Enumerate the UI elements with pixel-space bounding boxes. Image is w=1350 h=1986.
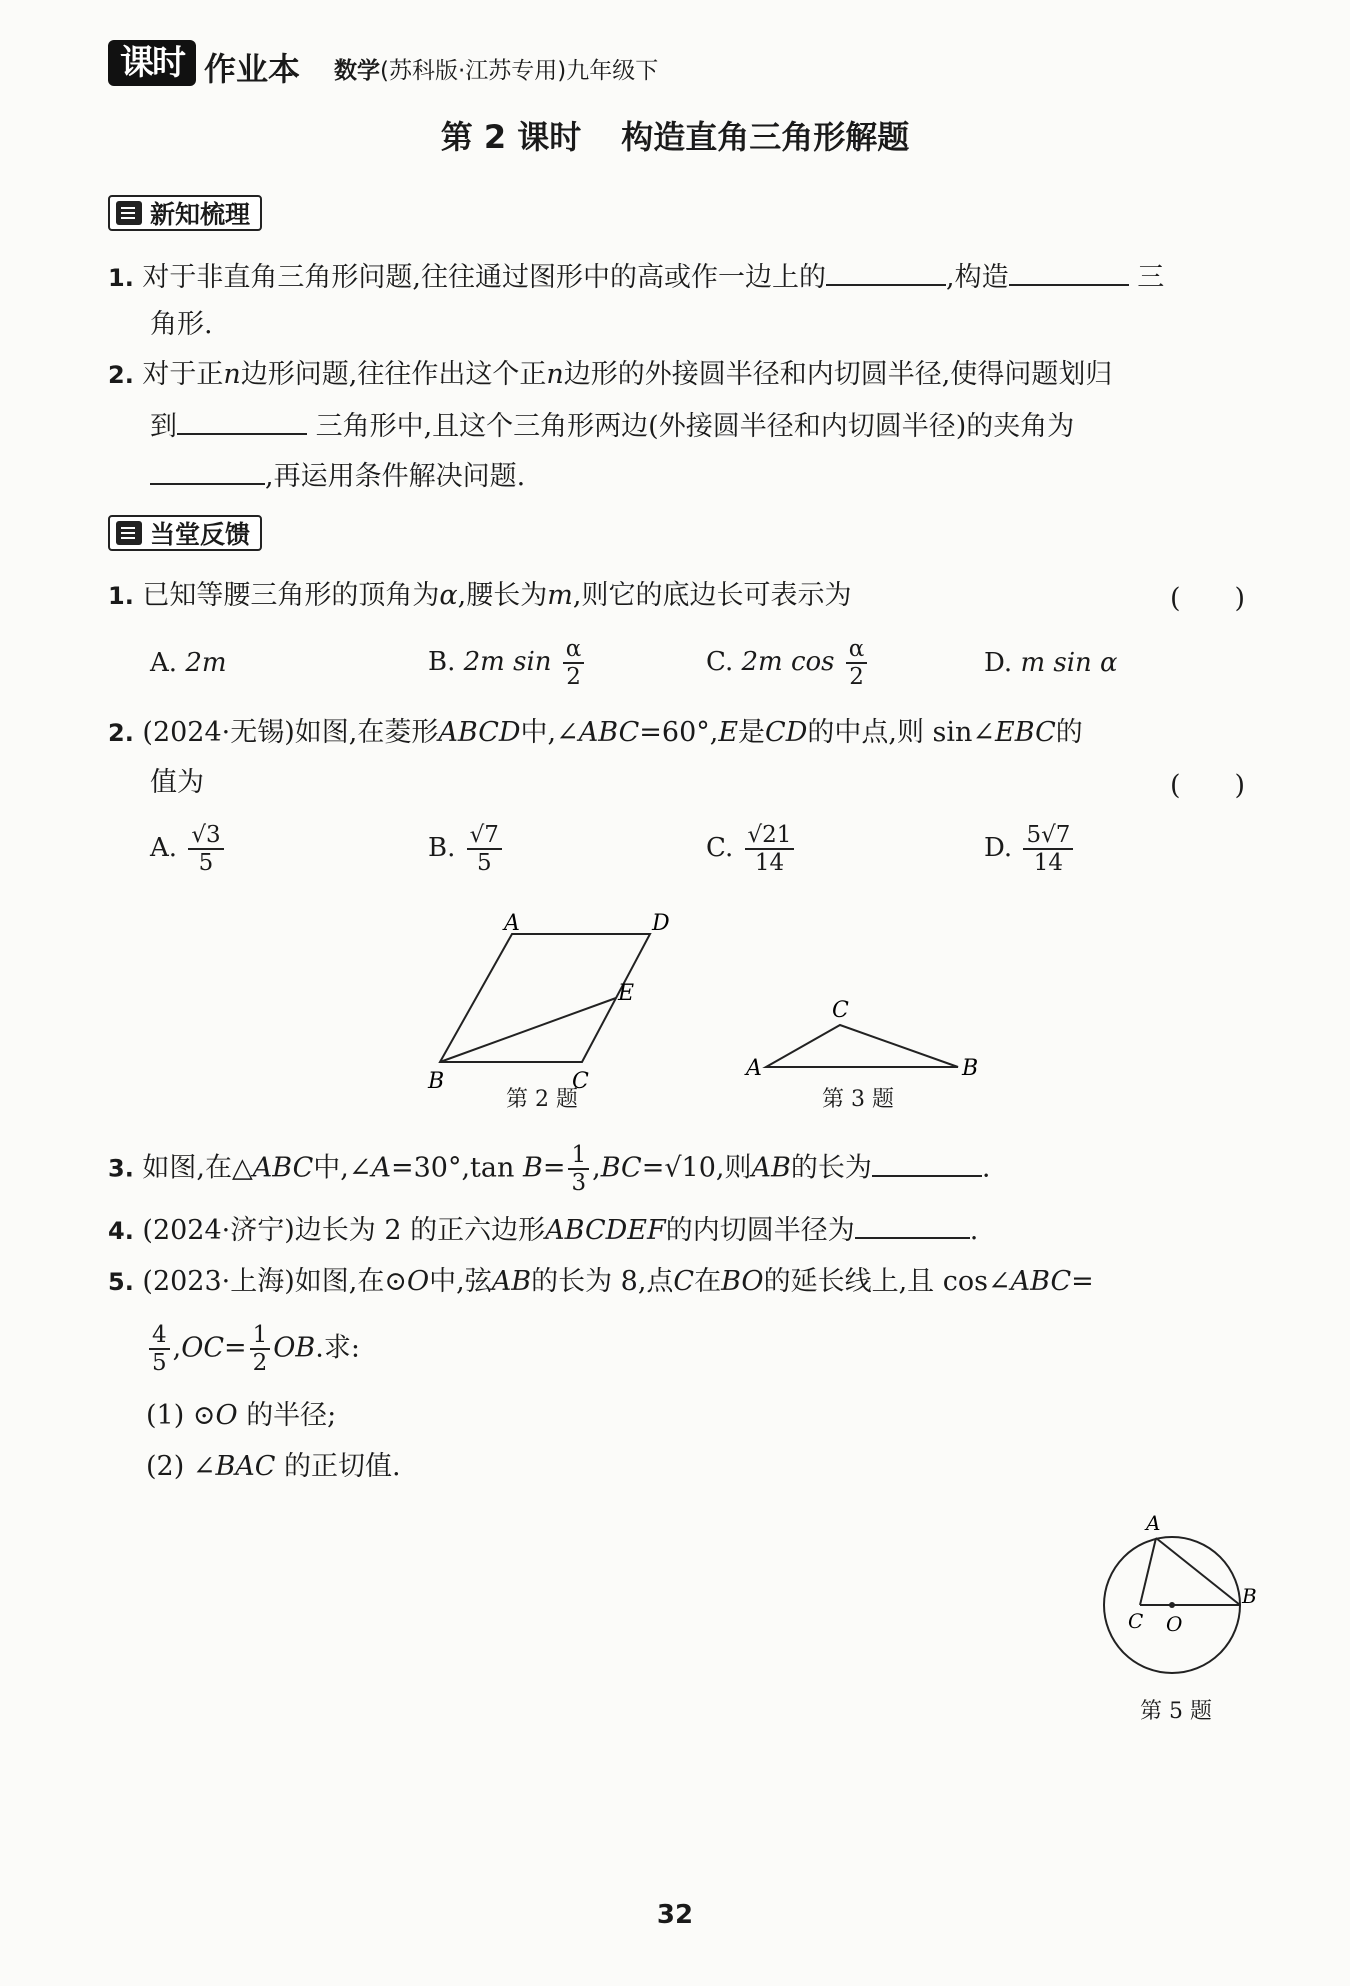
fraction bbox=[188, 822, 223, 876]
var: CD bbox=[765, 717, 808, 748]
var: ABCDEF bbox=[545, 1215, 666, 1246]
figure-caption: 第 5 题 bbox=[1140, 1699, 1212, 1724]
denominator: 5 bbox=[152, 1350, 167, 1376]
numerator: √3 bbox=[188, 822, 223, 850]
s2-q5-sub1 bbox=[146, 1396, 336, 1436]
text: 到 bbox=[150, 411, 177, 442]
var: BAC bbox=[215, 1451, 276, 1482]
denominator: 5 bbox=[198, 850, 214, 876]
figure-rhombus bbox=[420, 910, 690, 1110]
lesson-topic: 构造直角三角形解题 bbox=[621, 118, 910, 156]
text: (1) ⊙ bbox=[146, 1400, 216, 1431]
text: 中,∠ bbox=[520, 717, 579, 748]
var: BC bbox=[600, 1152, 642, 1184]
option-expr: m sin α bbox=[1020, 648, 1118, 678]
option-a[interactable] bbox=[150, 648, 227, 678]
source: (2024·无锡) bbox=[142, 717, 295, 748]
option-label: A. bbox=[150, 833, 178, 863]
option-expr: 2m bbox=[185, 648, 227, 678]
text: . bbox=[981, 1152, 991, 1184]
denominator: 5 bbox=[476, 850, 492, 876]
var: B bbox=[523, 1152, 543, 1184]
denominator: 2 bbox=[849, 664, 864, 690]
option-label: C. bbox=[706, 647, 734, 677]
numerator: √21 bbox=[745, 822, 795, 850]
numerator: 4 bbox=[149, 1322, 170, 1350]
text: ,则它的底边长可表示为 bbox=[572, 580, 852, 611]
label-b: B bbox=[428, 1069, 445, 1094]
var: n bbox=[223, 359, 241, 390]
segment-ac bbox=[1140, 1538, 1156, 1605]
var: ABCD bbox=[438, 717, 521, 748]
denominator: 14 bbox=[1033, 850, 1064, 876]
var: ABC bbox=[252, 1152, 314, 1184]
denominator: 2 bbox=[566, 664, 581, 690]
var: BO bbox=[721, 1266, 764, 1297]
label-d: D bbox=[652, 911, 670, 936]
numerator: 1 bbox=[250, 1322, 271, 1350]
page-number: 32 bbox=[656, 1900, 694, 1930]
fraction bbox=[745, 822, 795, 876]
section-header-feedback bbox=[108, 515, 262, 551]
var: EBC bbox=[995, 717, 1056, 748]
s2-q5-line2 bbox=[146, 1322, 360, 1376]
text: =60°, bbox=[639, 717, 719, 748]
answer-blank[interactable] bbox=[177, 405, 307, 435]
text: 的长为 8,点 bbox=[531, 1266, 674, 1297]
text: 中,∠ bbox=[313, 1152, 372, 1184]
text: =30°,tan bbox=[391, 1152, 515, 1184]
var: α bbox=[439, 580, 458, 611]
var: ABC bbox=[1010, 1266, 1072, 1297]
segment-ab bbox=[1156, 1538, 1240, 1605]
var: A bbox=[371, 1152, 391, 1184]
text: = bbox=[224, 1332, 247, 1364]
section-header-knowledge bbox=[108, 195, 262, 231]
answer-blank[interactable] bbox=[1009, 256, 1129, 286]
brand-logo-box: 课时 bbox=[108, 40, 196, 86]
brand-name: 作业本 bbox=[204, 50, 301, 88]
lesson-title bbox=[0, 112, 1350, 158]
label-a: A bbox=[746, 1056, 762, 1081]
text: = bbox=[1071, 1266, 1094, 1297]
subject-edition bbox=[334, 52, 658, 85]
option-expr: 2m cos bbox=[741, 647, 835, 677]
figure-caption: 第 3 题 bbox=[822, 1087, 894, 1112]
denominator: 2 bbox=[252, 1350, 268, 1376]
s2-q2-line2 bbox=[150, 763, 204, 803]
text: 三 bbox=[1137, 262, 1165, 293]
text: 的延长线上,且 cos∠ bbox=[763, 1266, 1011, 1297]
figure-caption: 第 2 题 bbox=[506, 1087, 578, 1112]
text: 的内切圆半径为 bbox=[665, 1215, 855, 1246]
var: n bbox=[546, 359, 564, 390]
s1-q2-line1 bbox=[108, 355, 1112, 395]
label-c: C bbox=[1128, 1609, 1144, 1633]
denominator: 3 bbox=[571, 1170, 587, 1196]
subject: 数学 bbox=[334, 58, 380, 84]
s2-q5-sub2 bbox=[146, 1447, 401, 1487]
numerator: α bbox=[846, 636, 868, 664]
option-expr: 2m sin bbox=[463, 647, 552, 677]
text: (2023·上海)如图,在⊙ bbox=[142, 1266, 407, 1297]
fraction bbox=[846, 636, 868, 690]
question-number: 5. bbox=[108, 1268, 134, 1296]
text: 值为 bbox=[150, 767, 204, 798]
text: (2024·济宁)边长为 2 的正六边形 bbox=[142, 1215, 546, 1246]
option-c[interactable] bbox=[706, 822, 797, 876]
var: ABC bbox=[578, 717, 640, 748]
segment-be bbox=[440, 998, 616, 1062]
text: ,腰长为 bbox=[457, 580, 548, 611]
option-c[interactable] bbox=[706, 636, 870, 690]
text: 三角形中,且这个三角形两边(外接圆半径和内切圆半径)的夹角为 bbox=[315, 411, 1075, 442]
edition: (苏科版·江苏专用)九年级下 bbox=[380, 58, 659, 84]
option-label: D. bbox=[984, 648, 1013, 678]
option-b[interactable] bbox=[428, 636, 587, 690]
fraction bbox=[568, 1142, 589, 1196]
option-label: A. bbox=[150, 648, 178, 678]
label-o: O bbox=[1166, 1612, 1183, 1636]
numerator: √7 bbox=[467, 822, 502, 850]
s1-q2-line3 bbox=[150, 455, 525, 497]
var: O bbox=[215, 1400, 238, 1431]
var: E bbox=[718, 717, 739, 748]
var: C bbox=[673, 1266, 695, 1297]
section-title: 新知梳理 bbox=[150, 200, 251, 229]
question-number: 2. bbox=[108, 719, 134, 747]
book-icon bbox=[116, 201, 142, 225]
text: 已知等腰三角形的顶角为 bbox=[142, 580, 440, 611]
text: 的正切值. bbox=[284, 1451, 401, 1482]
text: 的中点,则 sin∠ bbox=[807, 717, 996, 748]
denominator: 14 bbox=[754, 850, 785, 876]
question-number: 1. bbox=[108, 264, 134, 292]
text: 的长为 bbox=[790, 1152, 872, 1184]
text: 的 bbox=[1055, 717, 1083, 748]
fraction bbox=[563, 636, 585, 690]
s1-q2-line2 bbox=[150, 405, 1074, 447]
label-b: B bbox=[1242, 1584, 1257, 1608]
fraction bbox=[250, 1322, 271, 1376]
section-title: 当堂反馈 bbox=[150, 520, 251, 549]
text: . bbox=[969, 1215, 979, 1246]
figure-circle bbox=[1090, 1500, 1270, 1690]
fraction bbox=[149, 1322, 170, 1376]
var: OC bbox=[181, 1332, 225, 1364]
text: 中,弦 bbox=[429, 1266, 492, 1297]
option-label: D. bbox=[984, 833, 1013, 863]
label-c: C bbox=[572, 1069, 589, 1094]
numerator: 1 bbox=[568, 1142, 589, 1170]
question-number: 4. bbox=[108, 1217, 134, 1245]
text: 的半径; bbox=[246, 1400, 337, 1431]
s2-q4 bbox=[108, 1209, 978, 1251]
text: = bbox=[542, 1152, 566, 1184]
answer-blank[interactable] bbox=[826, 256, 946, 286]
pencil-icon bbox=[116, 521, 142, 545]
option-b[interactable] bbox=[428, 822, 505, 876]
option-a[interactable] bbox=[150, 822, 227, 876]
fraction bbox=[467, 822, 502, 876]
option-label: B. bbox=[428, 833, 456, 863]
option-label: C. bbox=[706, 833, 734, 863]
text: ,再运用条件解决问题. bbox=[265, 461, 526, 492]
text: ,构造 bbox=[946, 262, 1009, 293]
text: (2) ∠ bbox=[146, 1451, 216, 1482]
label-a: A bbox=[1146, 1511, 1161, 1535]
answer-blank[interactable] bbox=[150, 455, 265, 485]
text: 如图,在菱形 bbox=[294, 717, 439, 748]
label-e: E bbox=[618, 981, 635, 1006]
center-point bbox=[1169, 1602, 1175, 1608]
var: O bbox=[407, 1266, 430, 1297]
answer-blank[interactable] bbox=[855, 1209, 970, 1239]
var: m bbox=[547, 580, 573, 611]
option-label: B. bbox=[428, 647, 456, 677]
question-number: 3. bbox=[108, 1154, 134, 1183]
answer-paren[interactable]: ( ) bbox=[1170, 770, 1246, 801]
text: 是 bbox=[738, 717, 766, 748]
text: 边形问题,往往作出这个正 bbox=[240, 359, 547, 390]
numerator: 5√7 bbox=[1023, 822, 1073, 850]
text: 如图,在△ bbox=[142, 1152, 253, 1184]
var: AB bbox=[491, 1266, 532, 1297]
question-number: 2. bbox=[108, 361, 134, 389]
var: OB bbox=[273, 1332, 316, 1364]
answer-blank[interactable] bbox=[872, 1147, 982, 1177]
answer-paren[interactable]: ( ) bbox=[1170, 583, 1246, 614]
text: 对于非直角三角形问题,往往通过图形中的高或作一边上的 bbox=[142, 262, 827, 293]
text: , bbox=[172, 1332, 182, 1364]
text: , bbox=[592, 1152, 601, 1184]
text: 角形. bbox=[150, 309, 213, 340]
text: =√10,则 bbox=[641, 1152, 752, 1184]
text: .求: bbox=[315, 1332, 360, 1364]
fraction bbox=[1023, 822, 1073, 876]
s2-q3 bbox=[108, 1142, 990, 1196]
triangle-shape bbox=[766, 1025, 958, 1067]
text: 在 bbox=[694, 1266, 722, 1297]
figure-triangle bbox=[740, 995, 990, 1085]
s2-q5-line1 bbox=[108, 1262, 1094, 1302]
var: AB bbox=[751, 1152, 791, 1184]
option-d[interactable] bbox=[984, 648, 1118, 678]
option-d[interactable] bbox=[984, 822, 1076, 876]
label-b: B bbox=[962, 1056, 979, 1081]
label-a: A bbox=[504, 911, 520, 936]
s1-q1-line2 bbox=[150, 305, 213, 345]
s2-q1 bbox=[108, 576, 851, 616]
text: 边形的外接圆半径和内切圆半径,使得问题划归 bbox=[563, 359, 1113, 390]
text: 对于正 bbox=[142, 359, 224, 390]
label-c: C bbox=[832, 998, 849, 1023]
s1-q1-line1 bbox=[108, 256, 1164, 298]
question-number: 1. bbox=[108, 582, 134, 610]
lesson-number: 第 2 课时 bbox=[440, 118, 582, 156]
numerator: α bbox=[563, 636, 585, 664]
s2-q2-line1 bbox=[108, 713, 1083, 753]
